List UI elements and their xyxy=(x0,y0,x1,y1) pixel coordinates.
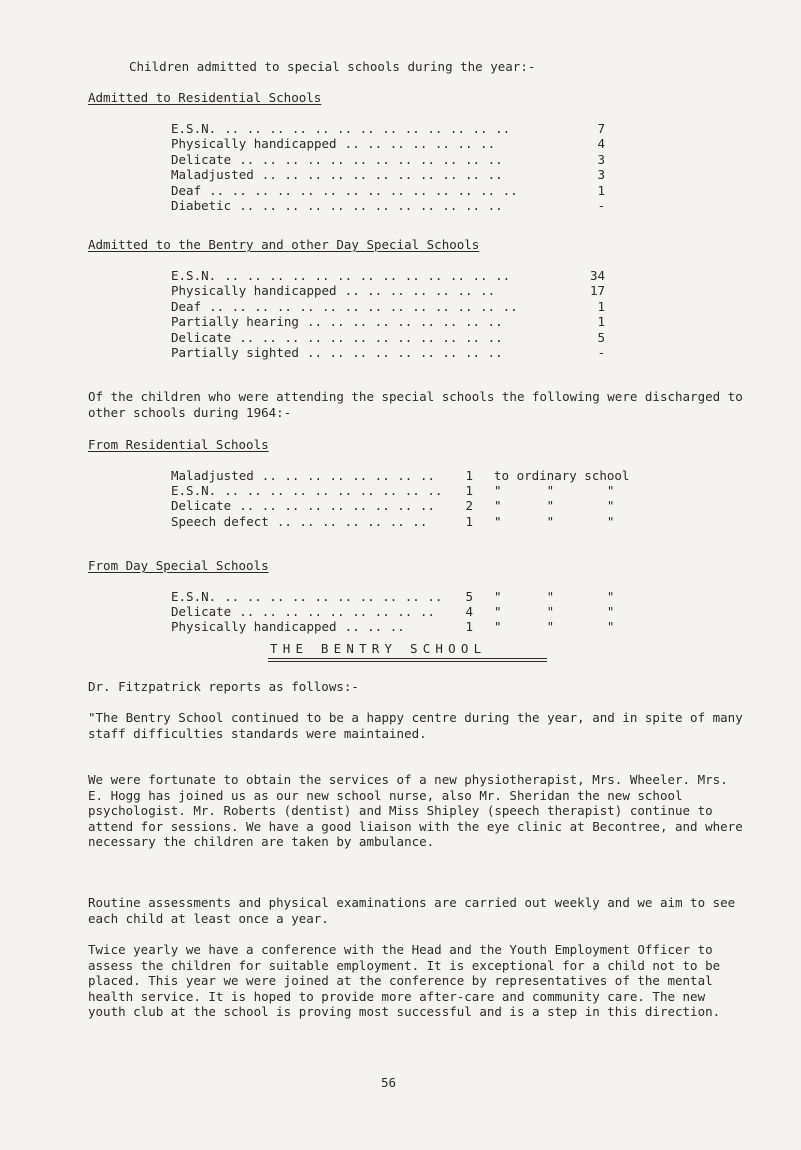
row-destination: " " " xyxy=(494,498,615,514)
row-value: 4 xyxy=(465,604,473,620)
row-leader-dots: .. .. .. .. .. .. .. .. .. .. .. .. .. .. xyxy=(209,182,518,198)
row-label: E.S.N. xyxy=(171,589,217,604)
from-day-title: From Day Special Schools xyxy=(88,558,269,573)
table-row xyxy=(0,183,801,199)
row-destination: to ordinary school xyxy=(494,468,630,483)
row-label: Partially hearing xyxy=(171,314,299,330)
table-row xyxy=(0,314,801,330)
row-destination: " " " xyxy=(494,619,615,635)
row-value: 4 xyxy=(597,136,605,152)
row-label: Maladjusted xyxy=(171,167,254,183)
row-destination: " " " xyxy=(494,589,615,604)
row-leader-dots: .. .. .. .. .. .. .. .. .. .. .. .. xyxy=(239,198,503,213)
row-value: 1 xyxy=(597,314,605,330)
row-value: 1 xyxy=(465,483,473,499)
row-destination: " " " xyxy=(494,483,615,499)
row-value: 3 xyxy=(597,167,605,183)
table-row xyxy=(0,468,801,484)
row-label: Physically handicapped xyxy=(171,136,337,152)
paragraph-2: We were fortunate to obtain the services of a new physiotherapist, Mrs. Wheeler. Mrs. E. Hogg has joined us as our new school nurse, also Mr. Sheridan the new school psychologist. Mr. Roberts (dentist) and Miss Shipley (speech therapist) continue to attend for sessions. We have a good liaison with the eye clinic at Becontree, and where necessary the children are taken by ambulance. xyxy=(88,772,743,849)
table-row xyxy=(0,136,801,152)
page-number: 56 xyxy=(381,1075,397,1090)
row-value: 1 xyxy=(465,619,473,635)
table-row xyxy=(0,268,801,284)
table-row xyxy=(0,121,801,137)
paragraph-1: "The Bentry School continued to be a happy centre during the year, and in spite of many staff difficulties standards were maintained. xyxy=(88,710,743,741)
row-value: - xyxy=(597,345,605,360)
row-leader-dots: .. .. .. xyxy=(344,619,405,635)
row-label: Speech defect xyxy=(171,513,269,529)
table-row xyxy=(0,345,801,361)
day-section-title: Admitted to the Bentry and other Day Special Schools xyxy=(88,237,480,252)
row-label: Physically handicapped xyxy=(171,619,337,635)
table-row xyxy=(0,604,801,620)
row-value: 17 xyxy=(589,283,605,299)
report-intro: Dr. Fitzpatrick reports as follows:- xyxy=(88,679,359,694)
row-leader-dots: .. .. .. .. .. .. .. .. .. xyxy=(239,604,435,620)
paragraph-4: Twice yearly we have a conference with the Head and the Youth Employment Officer to assess the children for suitable employment. It is exceptional for a child not to be placed. This year we were joined at the conference by representatives of the mental health service. It is hoped to provide more after-care and community care. The new youth club at the school is proving most successful and is a step in this direction. xyxy=(88,942,721,1019)
row-leader-dots: .. .. .. .. .. .. .. .. .. .. .. .. .. .. xyxy=(209,298,518,314)
table-row xyxy=(0,589,801,605)
from-residential-title: From Residential Schools xyxy=(88,437,269,452)
row-leader-dots: .. .. .. .. .. .. .. xyxy=(344,283,496,299)
table-row xyxy=(0,299,801,315)
row-label: Delicate xyxy=(171,329,232,345)
row-leader-dots: .. .. .. .. .. .. .. .. .. xyxy=(306,345,503,360)
table-row xyxy=(0,483,801,499)
row-value: 34 xyxy=(589,268,605,283)
row-leader-dots: .. .. .. .. .. .. .. .. .. .. .. .. .. xyxy=(224,268,511,283)
table-row xyxy=(0,619,801,635)
row-leader-dots: .. .. .. .. .. .. .. .. .. xyxy=(306,314,503,330)
row-label: Maladjusted xyxy=(171,468,254,483)
heading-rule-bottom xyxy=(268,661,547,662)
discharge-intro: Of the children who were attending the special schools the following were discharged to other schools during 1964:- xyxy=(88,389,743,420)
row-leader-dots: .. .. .. .. .. .. .. .. .. .. xyxy=(224,483,443,499)
row-label: Partially sighted xyxy=(171,345,299,360)
row-leader-dots: .. .. .. .. .. .. .. .. .. .. .. xyxy=(261,167,503,183)
row-label: Delicate xyxy=(171,151,232,167)
row-value: 2 xyxy=(465,498,473,514)
table-row xyxy=(0,283,801,299)
row-label: E.S.N. xyxy=(171,268,217,283)
paragraph-3: Routine assessments and physical examinations are carried out weekly and we aim to see each child at least once a year. xyxy=(88,895,736,926)
row-value: 7 xyxy=(597,121,605,136)
row-value: 1 xyxy=(465,468,473,483)
row-leader-dots: .. .. .. .. .. .. .. .. xyxy=(261,468,435,483)
row-label: Deaf xyxy=(171,298,202,314)
table-row xyxy=(0,514,801,530)
bentry-school-heading: THE BENTRY SCHOOL xyxy=(270,641,487,656)
row-leader-dots: .. .. .. .. .. .. .. .. .. .. .. .. xyxy=(239,329,503,345)
row-label: Deaf xyxy=(171,182,202,198)
row-leader-dots: .. .. .. .. .. .. .. .. .. .. xyxy=(224,589,443,604)
table-row xyxy=(0,167,801,183)
row-destination: " " " xyxy=(494,604,615,620)
row-value: 3 xyxy=(597,151,605,167)
row-value: - xyxy=(597,198,605,213)
row-destination: " " " xyxy=(494,513,615,529)
row-value: 1 xyxy=(597,298,605,314)
row-label: Physically handicapped xyxy=(171,283,337,299)
row-label: E.S.N. xyxy=(171,121,217,136)
row-value: 1 xyxy=(465,513,473,529)
table-row xyxy=(0,330,801,346)
heading-rule-top xyxy=(268,658,547,659)
row-leader-dots: .. .. .. .. .. .. .. .. .. .. .. .. xyxy=(239,151,503,167)
table-row xyxy=(0,198,801,214)
row-leader-dots: .. .. .. .. .. .. .. xyxy=(344,136,496,152)
residential-section-title: Admitted to Residential Schools xyxy=(88,90,322,105)
row-leader-dots: .. .. .. .. .. .. .. xyxy=(276,513,428,529)
row-value: 5 xyxy=(597,329,605,345)
row-label: Delicate xyxy=(171,604,232,620)
row-leader-dots: .. .. .. .. .. .. .. .. .. .. .. .. .. xyxy=(224,121,511,136)
row-value: 5 xyxy=(465,589,473,604)
table-row xyxy=(0,152,801,168)
row-label: E.S.N. xyxy=(171,483,217,499)
row-label: Diabetic xyxy=(171,198,232,213)
table-row xyxy=(0,498,801,514)
row-leader-dots: .. .. .. .. .. .. .. .. .. xyxy=(239,498,435,514)
page-heading: Children admitted to special schools during the year:- xyxy=(129,59,536,74)
row-label: Delicate xyxy=(171,498,232,514)
row-value: 1 xyxy=(597,182,605,198)
